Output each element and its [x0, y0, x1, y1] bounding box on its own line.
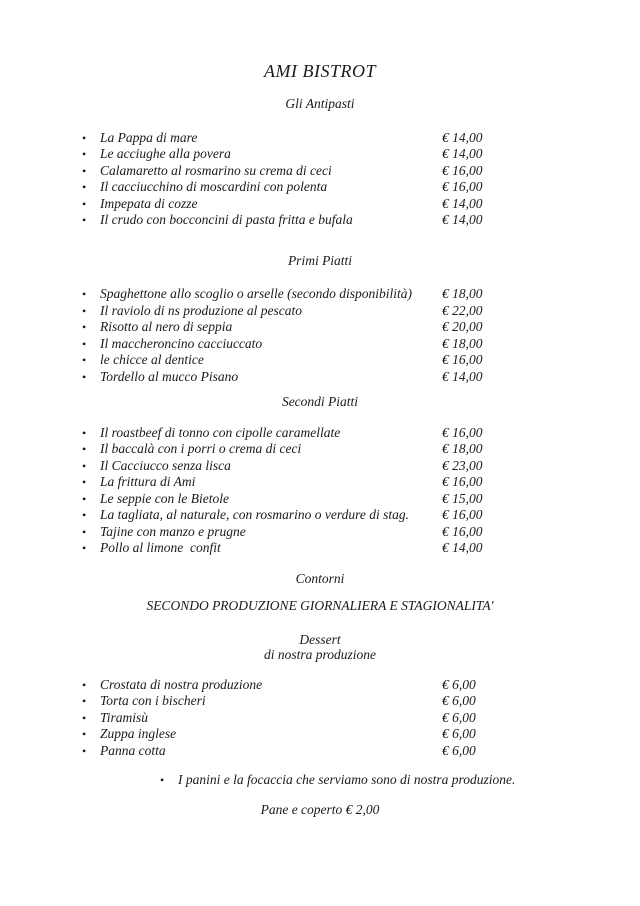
menu-item-row — [0, 369, 640, 386]
menu-item-row — [0, 474, 640, 491]
menu-item-row — [0, 726, 640, 743]
item-price: € 14,00 — [442, 540, 483, 555]
item-name: Il roastbeef di tonno con cipolle caramellate — [100, 424, 341, 440]
item-name: Impepata di cozze — [100, 195, 198, 211]
cover-charge-note: Pane e coperto € 2,00 — [260, 801, 380, 817]
item-name: La frittura di Ami — [100, 474, 196, 489]
bullet-icon: • — [82, 524, 87, 539]
section-heading-primi: Primi Piatti — [287, 252, 353, 268]
item-price: € 14,00 — [442, 129, 483, 145]
item-name: Zuppa inglese — [100, 726, 177, 741]
bullet-icon: • — [82, 425, 87, 440]
bullet-icon: • — [82, 336, 87, 351]
menu-item-row — [0, 303, 640, 320]
item-price: € 16,00 — [442, 179, 483, 194]
antipasti-list — [0, 130, 640, 229]
bullet-icon: • — [82, 710, 87, 725]
item-price: € 16,00 — [442, 162, 483, 178]
menu-item-row — [0, 286, 640, 303]
item-price: € 6,00 — [442, 726, 476, 741]
menu-item-row — [0, 743, 640, 760]
item-name: Il baccalà con i porri o crema di ceci — [100, 441, 302, 456]
footer-production-note — [0, 773, 640, 788]
bullet-icon: • — [82, 743, 87, 758]
menu-item-row — [0, 146, 640, 163]
item-price: € 6,00 — [442, 693, 476, 708]
item-price: € 6,00 — [442, 676, 476, 692]
item-price: € 6,00 — [442, 742, 476, 758]
item-price: € 18,00 — [442, 335, 483, 351]
item-name: La Pappa di mare — [100, 129, 198, 145]
item-price: € 18,00 — [442, 286, 483, 301]
item-name: Tordello al mucco Pisano — [100, 368, 239, 384]
bullet-icon: • — [82, 475, 87, 489]
item-name: Il raviolo di ns produzione al pescato — [100, 302, 302, 318]
item-name: La tagliata, al naturale, con rosmarino o verdure di stag. — [100, 507, 409, 522]
bullet-icon: • — [82, 694, 87, 708]
menu-item-row — [0, 710, 640, 727]
item-name: Torta con i bischeri — [100, 693, 206, 708]
bullet-icon: • — [82, 196, 87, 211]
section-heading-secondi: Secondi Piatti — [281, 394, 359, 409]
item-name: le chicce al dentice — [100, 352, 204, 367]
menu-item-row — [0, 319, 640, 336]
item-price: € 16,00 — [442, 424, 483, 440]
dessert-subheading: di nostra produzione — [263, 647, 376, 662]
menu-item-row — [0, 425, 640, 442]
menu-title: AMI BISTROT — [264, 61, 376, 81]
item-name: Pollo al limone confit — [100, 540, 221, 555]
item-name: Le seppie con le Bietole — [100, 490, 229, 506]
menu-item-row — [0, 458, 640, 475]
dessert-list — [0, 677, 640, 760]
bullet-icon: • — [82, 147, 87, 161]
dessert-heading: Dessert — [299, 631, 341, 647]
footer-note-text: I panini e la focaccia che serviamo sono di nostra produzione. — [178, 772, 516, 787]
bullet-icon: • — [82, 180, 87, 194]
menu-item-row — [0, 491, 640, 508]
menu-item-row — [0, 677, 640, 694]
bullet-icon: • — [82, 213, 87, 227]
item-name: Panna cotta — [100, 742, 166, 758]
bullet-icon: • — [82, 442, 87, 456]
menu-item-row — [0, 196, 640, 213]
primi-list — [0, 286, 640, 385]
menu-item-row — [0, 540, 640, 557]
item-price: € 14,00 — [442, 195, 483, 211]
item-name: Tajine con manzo e prugne — [100, 523, 246, 539]
item-price: € 14,00 — [442, 146, 483, 161]
section-heading-dessert — [0, 632, 640, 663]
bullet-icon: • — [82, 163, 87, 178]
secondi-list — [0, 425, 640, 557]
item-price: € 18,00 — [442, 441, 483, 456]
contorni-availability-note: SECONDO PRODUZIONE GIORNALIERA E STAGIONALITA' — [146, 598, 494, 613]
menu-item-row — [0, 352, 640, 369]
item-price: € 16,00 — [442, 474, 483, 489]
item-name: Crostata di nostra produzione — [100, 676, 263, 692]
bullet-icon: • — [82, 491, 87, 506]
item-name: Risotto al nero di seppia — [100, 319, 233, 334]
menu-item-row — [0, 441, 640, 458]
menu-item-row — [0, 507, 640, 524]
menu-item-row — [0, 336, 640, 353]
bullet-icon: • — [82, 353, 87, 367]
bullet-icon: • — [82, 320, 87, 334]
bullet-icon: • — [82, 303, 87, 318]
bullet-icon: • — [82, 727, 87, 741]
item-price: € 16,00 — [442, 352, 483, 367]
menu-item-row — [0, 163, 640, 180]
item-price: € 23,00 — [442, 457, 483, 473]
item-price: € 6,00 — [442, 709, 476, 725]
item-price: € 22,00 — [442, 302, 483, 318]
item-name: Il Cacciucco senza lisca — [100, 457, 231, 473]
bullet-icon: • — [82, 130, 87, 145]
bullet-icon: • — [82, 287, 87, 301]
menu-item-row — [0, 130, 640, 147]
item-name: Il crudo con bocconcini di pasta fritta e bufala — [100, 212, 353, 227]
item-price: € 15,00 — [442, 490, 483, 506]
bullet-icon: • — [82, 541, 87, 555]
bullet-icon: • — [160, 773, 165, 787]
item-name: Il maccheroncino cacciuccato — [100, 335, 263, 351]
item-price: € 16,00 — [442, 507, 483, 522]
section-heading-contorni: Contorni — [295, 570, 345, 586]
menu-item-row — [0, 212, 640, 229]
bullet-icon: • — [82, 458, 87, 473]
menu-item-row — [0, 524, 640, 541]
item-price: € 20,00 — [442, 319, 483, 334]
item-price: € 16,00 — [442, 523, 483, 539]
bullet-icon: • — [82, 508, 87, 522]
item-name: Spaghettone allo scoglio o arselle (secondo disponibilità) — [100, 286, 412, 301]
item-name: Il cacciucchino di moscardini con polenta — [100, 179, 328, 194]
section-heading-antipasti: Gli Antipasti — [285, 96, 355, 111]
menu-item-row — [0, 693, 640, 710]
item-price: € 14,00 — [442, 368, 483, 384]
item-name: Tiramisù — [100, 709, 149, 725]
bullet-icon: • — [82, 369, 87, 384]
bullet-icon: • — [82, 677, 87, 692]
item-price: € 14,00 — [442, 212, 483, 227]
item-name: Calamaretto al rosmarino su crema di ceci — [100, 162, 332, 178]
menu-item-row — [0, 179, 640, 196]
item-name: Le acciughe alla povera — [100, 146, 231, 161]
